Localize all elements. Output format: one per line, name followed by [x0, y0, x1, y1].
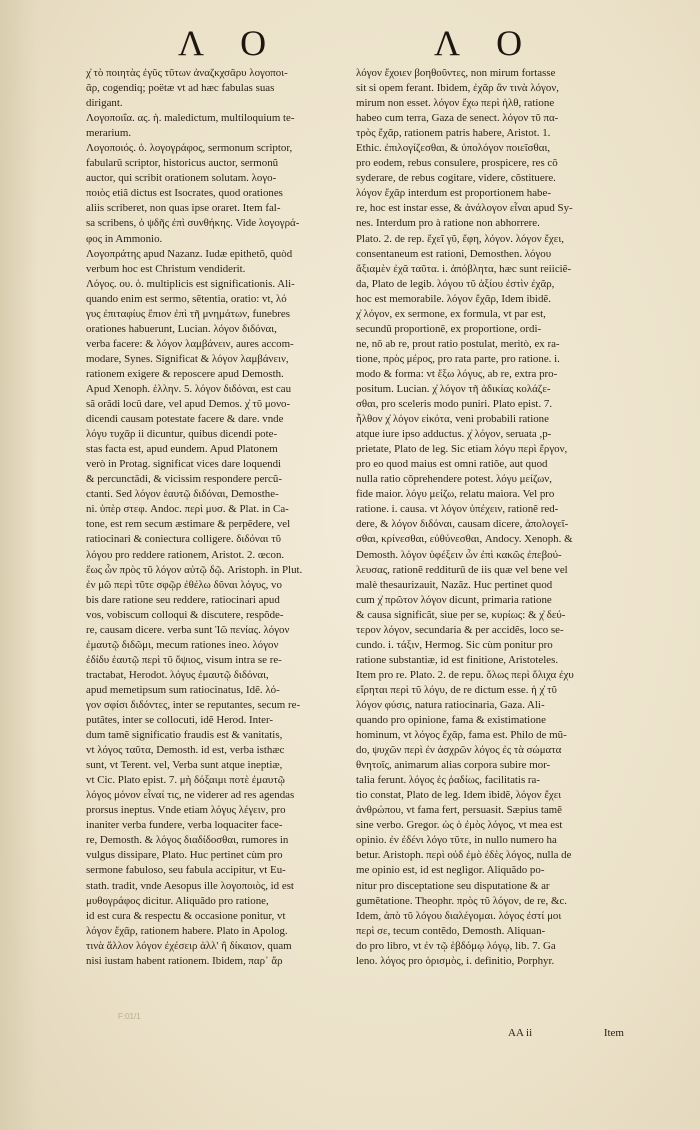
text-line: dum tamẽ significatio fraudis est & vanitatis, [86, 729, 283, 742]
text-line: fide maior. λόγυ μείζω, relatu maiora. Vel pro [356, 488, 555, 501]
text-line: Λογοπράτης apud Nazanz. Iudæ epithetõ, quòd [86, 247, 293, 260]
text-line: Apud Xenoph. ἑλλην. 5. λόγον διδόναι, est cau [86, 382, 292, 395]
signature-mark: AA ii [508, 1027, 533, 1039]
text-line: σθαι, pro sceleris modo puniri. Plato epist. 7. [356, 398, 553, 411]
text-line: χ̓ τὸ ποιητὰς ἐγῦς τῦτων ἀναζκχσᾶρυ λογοποι- [86, 67, 288, 79]
right-column [356, 66, 624, 969]
text-line: Λογοποιΐα. ας. ἡ. maledictum, multiloquium te- [86, 112, 295, 125]
text-line: Idem, ἀπὸ τῦ λόγου διαλέγομαι. λόγος ἐστί μοι [356, 909, 562, 922]
text-line: vt λόγος ταῦτα, Demosth. id est, verba isthæc [86, 744, 285, 757]
text-line: hominum, vt λόγος ἔχᾶρ, fama est. Philo de mũ- [356, 729, 567, 742]
text-line: nitur pro disceptatione seu disputatione & ar [356, 879, 550, 892]
text-line: pro eodem, rebus consulere, prospicere, res cõ [356, 157, 558, 170]
text-line: sunt, vt Terent. vel, Verba sunt atque ineptiæ, [86, 759, 283, 772]
text-line: malè thesaurizauit, Nazãz. Huc pertinet quod [356, 578, 553, 591]
text-line: sa scribens, ὁ ψδῆς ἐπὶ συνθήκης. Vide λογογρά- [86, 217, 300, 230]
text-line: λόγον φύσις, natura ratiocinaria, Gaza. Ali- [356, 698, 545, 711]
text-line: ἐν μῶ περὶ τῦτε σφῷρ ἐθέλω δῦναι λόγυς, vo [86, 578, 282, 591]
text-line: fabularũ scriptor, historicus auctor, sermonũ [86, 157, 279, 170]
text-line: σθαι, κρίνεσθαι, εὐθύνεσθαι, Andocy. Xenoph. & [356, 533, 573, 546]
text-line: re, hoc est instar esse, & ἀνάλογον εἶναι apud Sy- [356, 202, 573, 215]
text-line: merarium. [86, 127, 132, 140]
text-line: ᾶρ, cogendiq; poëtæ vt ad hæc fabulas suas [86, 82, 275, 95]
text-line: talia ferunt. λόγος ἐς ῥαδίως, facilitatis ra- [356, 774, 541, 787]
text-line: tractabat, Herodot. λόγυς ἐμαυτῷ διδόναι, [86, 668, 269, 681]
text-line: ἀνθρώπου, vt fama fert, persuasit. Sæpius tamẽ [356, 804, 562, 817]
text-line: dere, & λόγον διδόναι, causam dicere, ἀπολογεῖ- [356, 518, 569, 531]
text-line: λευσας, rationẽ redditurũ de iis quæ vel bene vel [356, 563, 568, 576]
text-line: ἦλθον χ̓ λόγον εἰκότα, veni probabili ratione [356, 413, 549, 426]
text-line: ni. ὑπὲρ στεφ. Andoc. περὶ μυσ. & Plat. in Ca- [86, 503, 289, 516]
text-line: do, ψυχῶν περὶ ἐν ἀσχρῶν λόγος ἐς τὰ σώματα [356, 744, 562, 757]
text-line: Ethic. ἐπιλογίζεσθαι, & ὑπολόγον ποιεῖσθαι, [356, 142, 551, 155]
text-line: pro eo quod maius est omni ratiõe, aut quod [356, 458, 548, 471]
text-line: opinio. ἐν ἐδένι λόγο τῦτε, in nullo numero ha [356, 834, 557, 847]
text-line: εἴρηται περὶ τῦ λόγυ, de re dictum esse. ἡ χ̓ τῦ [356, 683, 557, 696]
text-line: stath. tradit, vnde Aesopus ille λογοποιὸς, id est [86, 879, 294, 892]
text-line: auctor, qui scribit orationem solutam. λογο- [86, 172, 277, 185]
text-line: atque iure ipso adductus. χ̓ λόγον, seruata ,p- [356, 428, 552, 441]
text-line: ratiocinari & coniectura colligere. διδόναι τῦ [86, 533, 281, 546]
text-line: leno. λόγος pro ὁρισμὸς, i. definitio, Porphyr. [356, 954, 555, 967]
text-line: dicendi causam potestate facere & dare. vnde [86, 413, 284, 426]
text-line: cundo. i. τάξιν, Hermog. Sic cùm ponitur pro [356, 638, 553, 651]
text-line: mirum non esset. λόγον ἔχω περὶ ἡλθ, ratione [356, 97, 555, 110]
text-line: re, causam dicere. verba sunt Ἰῶ πενίας. λόγον [86, 623, 290, 636]
text-line: Λόγος. ου. ὁ. multiplicis est significationis. Ali- [86, 277, 295, 290]
text-line: φος in Ammonio. [86, 232, 163, 245]
text-line: verbum hoc est Christum vendiderit. [86, 262, 246, 275]
left-column [86, 66, 354, 969]
text-line: nisi iustam habent rationem. Ibidem, παρ᾽ ἄρ [86, 954, 283, 967]
text-line: secundũ proportionẽ, ex proportione, ordi- [356, 322, 542, 335]
text-line: τερον λόγον, secundaria & per accidẽs, loco se- [356, 623, 564, 636]
text-line: orationes habuerunt, Lucian. λόγον διδόναι, [86, 322, 277, 335]
text-line: λόγον ἔχᾶρ interdum est proportionem habe- [356, 187, 551, 200]
text-line: ἕως ὧν πρὸς τῦ λόγον αὐτῷ δῷ. Aristoph. in Plut. [86, 563, 303, 576]
text-line: Demosth. λόγον ὑφέξειν ὧν ἐπὶ κακῶς ἐπεβού- [356, 548, 562, 561]
page-footer [356, 1027, 624, 1043]
text-line: habeo cum terra, Gaza de senect. λόγον τῦ πα- [356, 112, 559, 125]
text-line: μυθογράφος dicitur. Aliquãdo pro ratione, [86, 894, 269, 907]
text-line: verò in Protag. significat vices dare loquendi [86, 458, 282, 471]
text-line: nulla ratio cõprehendere potest. λόγυ μείζων, [356, 473, 552, 486]
text-line: stas facta est, apud eundem. Apud Platonem [86, 443, 278, 456]
text-line: do pro libro, vt ἐν τῷ ἑβδόμῳ λόγῳ, lib. 7. Ga [356, 939, 556, 952]
text-line: verba facere: & λόγον λαμβάνειν, aures accom- [86, 337, 294, 350]
text-line: ctanti. Sed λόγον ἑαυτῷ διδόναι, Demosthe- [86, 488, 279, 501]
text-line: betur. Aristoph. περὶ οὐδ ἐμὸ ἐδὲς λόγος, nulla de [356, 849, 572, 862]
text-line: id est cura & respectu & occasione ponitur, vt [86, 909, 286, 922]
running-head-left: Λ Ο [178, 23, 281, 63]
text-line: quando pro opinione, fama & existimatione [356, 714, 546, 727]
text-line: rationem exigere & reposcere apud Demosth. [86, 367, 284, 380]
text-line: hoc est memorabile. λόγον ἔχᾶρ, Idem ibidẽ. [356, 292, 551, 305]
text-line: περὶ σε, tecum contẽdo, Demosth. Aliquan- [356, 924, 546, 937]
text-line: Λογοποιός. ὁ. λογογράφος, sermonum scriptor, [86, 142, 293, 155]
text-line: dirigant. [86, 97, 123, 110]
text-line: aliis scriberet, non quas ipse oraret. Item fal- [86, 202, 281, 215]
text-line: & percunctãdi, & vicissim respondere percũ- [86, 473, 282, 486]
text-line: me opinio est, id est negligor. Aliquãdo po- [356, 864, 545, 877]
running-head-right: Λ Ο [434, 23, 537, 63]
text-line: sine verbo. Gregor. ὡς ὁ ἐμὸς λόγος, vt mea est [356, 819, 563, 832]
text-line: τρὸς ἔχᾶρ, rationem patris habere, Aristot. 1. [356, 127, 551, 140]
text-line: inaniter verba fundere, verba loquaciter face- [86, 819, 283, 832]
text-line: ratione. i. causa. vt λόγον ὑπέχειν, rationẽ red- [356, 503, 559, 516]
text-line: ne, nõ ab re, prout ratio postulat, meritò, ex ra- [356, 337, 560, 350]
text-line: & causa significãt, siue per se, κυρίως: & χ̓ δεύ- [356, 608, 566, 621]
text-line: λόγον ἔχᾶρ, rationem habere. Plato in Apolog. [86, 924, 288, 937]
text-line: putãtes, inter se collocuti, idẽ Herod. Inter- [86, 714, 273, 727]
text-line: λόγου pro reddere rationem, Aristot. 2. œcon. [86, 548, 285, 561]
text-line: cum χ̓ πρῶτον λόγον dicunt, primaria ratione [356, 593, 552, 606]
text-line: λόγον ἔχοιεν βοηθοῦντες, non mirum fortasse [356, 67, 556, 79]
text-line: γυς ἐπιταφίυς ἔπιον ἐπὶ τῆ μνημάτων, funebres [86, 307, 290, 320]
text-line: vt Cic. Plato epist. 7. μὴ δόξαιμι ποτὲ ἐμαυτῷ [86, 774, 285, 787]
text-line: λόγυ τυχᾶρ ii dicuntur, quibus dicendi pote- [86, 428, 278, 441]
text-line: re, Demosth. & λόγος διαδίδοσθαι, rumores in [86, 834, 289, 847]
text-line: τινὰ ἄλλον λόγον ἐχέσειρ ἀλλ' ἢ δίκαιον, quam [86, 939, 292, 952]
library-stamp: F:01/1 [118, 1012, 141, 1021]
text-line: positum. Lucian. χ̓ λόγον τῆ ἀδικίας κολάζε- [356, 382, 551, 395]
text-line: ἐμαυτῷ διδῶμι, mecum rationes ineo. λόγον [86, 638, 279, 651]
text-line: ἄξιαμὲν ἐχᾶ ταῦτα. i. ἀπόβλητα, hæc sunt reiiciẽ- [356, 262, 572, 275]
text-line: nes. Interdum pro à ratione non abhorrere. [356, 217, 540, 230]
text-line: tone, est rem secum æstimare & perpẽdere, vel [86, 518, 291, 531]
text-line: ἐδίδυ ἑαυτῷ περὶ τῦ ὄψιος, visum intra se re- [86, 653, 282, 666]
text-line: Item pro re. Plato. 2. de repu. ὅλως περὶ ὅλιχα ἐχυ [356, 668, 574, 681]
text-line: sit si opem ferant. Ibidem, ἐχᾶρ ἂν τινὰ λόγον, [356, 82, 559, 95]
text-line: vos, vobiscum colloqui & discutere, respõde- [86, 608, 284, 621]
text-line: λόγος μόνον εἶναί τις, ne viderer ad res agendas [86, 789, 295, 802]
text-line: bis dare ratione seu reddere, ratiocinari apud [86, 593, 280, 606]
text-line: quando enim est sermo, sẽtentia, oratio: vt, λό [86, 292, 287, 305]
running-head [0, 22, 700, 70]
text-line: prietate, Plato de leg. Sic etiam λόγυ περὶ ἔργον, [356, 443, 568, 456]
text-line: ποιὸς etiã dictus est Isocrates, quod orationes [86, 187, 283, 200]
text-line: syderare, de rebus cogitare, videre, cõstituere. [356, 172, 556, 185]
text-line: prorsus ineptus. Vnde etiam λόγυς λέγειν, pro [86, 804, 286, 817]
text-line: apud memetipsum sum ratiocinatus, Idẽ. λό- [86, 683, 280, 696]
text-line: ratione substantiæ, id est finitione, Aristoteles. [356, 653, 559, 666]
text-line: θνητοῖς, animarum alias corpora subire mor- [356, 759, 551, 772]
text-line: da, Plato de legib. λόγου τῦ ἀξίου ἐστὶν ἐχᾶρ, [356, 277, 555, 290]
text-line: sermone fabuloso, seu fabula accipitur, vt Eu- [86, 864, 286, 877]
text-line: tione, πρὸς μέρος, pro rata parte, pro ratione. i. [356, 352, 560, 365]
text-line: γον σφίσι διδόντες, inter se reputantes, secum re- [86, 698, 301, 711]
text-line: sã orãdi locũ dare, vel apud Demos. χ̓ τῦ μονο- [86, 398, 291, 411]
text-line: vulgus dissipare, Plato. Huc pertinet cùm pro [86, 849, 283, 862]
text-line: consentaneum est rationi, Demosthen. λόγου [356, 247, 552, 260]
text-line: χ̓ λόγον, ex sermone, ex formula, vt par est, [356, 307, 546, 320]
text-line: modare, Synes. Significat & λόγον λαμβάνειν, [86, 352, 289, 365]
text-line: tio constat, Plato de leg. Idem ibidẽ, λόγον ἔχει [356, 789, 562, 802]
text-line: modo & forma: vt ἔξω λόγυς, ab re, extra pro- [356, 367, 558, 380]
catchword: Item [603, 1027, 624, 1039]
text-line: gumẽtatione. Theophr. πρὸς τῦ λόγον, de re, &c. [356, 894, 568, 907]
text-line: Plato. 2. de rep. ἔχεῖ γῦ, ἔφη, λόγον. λόγον ἔχει, [356, 232, 564, 245]
